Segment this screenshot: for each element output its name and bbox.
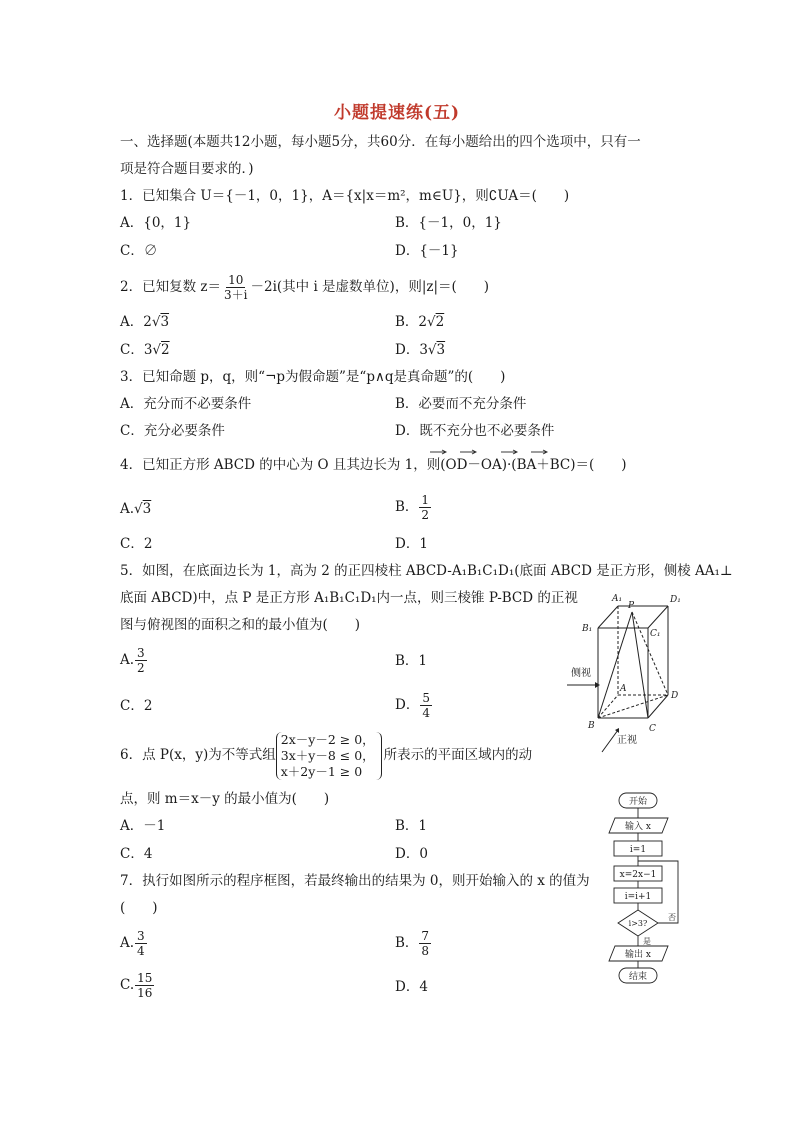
- label-b1: B₁: [582, 624, 593, 634]
- edge-cd: [648, 695, 668, 718]
- q4-option-d: D．1: [395, 536, 428, 552]
- q7-option-b: [395, 926, 432, 960]
- q1-option-c: C．∅: [120, 243, 158, 259]
- q6-stem-pre: 6．点 P(x，y)为不等式组: [120, 747, 276, 763]
- q1-option-a: A．{0，1}: [120, 215, 192, 231]
- flow-step1-label: x=2x−1: [619, 870, 657, 880]
- q7-b-num: 7: [421, 929, 430, 943]
- intro-line-1: 一、选择题(本题共12小题，每小题5分，共60分．在每小题给出的四个选项中，只有一: [120, 134, 641, 150]
- q6-option-d: D．0: [395, 846, 428, 862]
- q4-option-c: C．2: [120, 536, 153, 552]
- q6-inequality-2: 3x＋y－8 ≤ 0，: [280, 747, 375, 763]
- q4-b-fraction: [419, 493, 431, 522]
- q6-stem: [120, 729, 532, 781]
- label-d: D: [671, 691, 679, 701]
- edge-pd: [632, 612, 668, 695]
- flow-end-label: 结束: [628, 972, 648, 982]
- q3-option-b: B．必要而不充分条件: [395, 396, 527, 412]
- label-b: B: [588, 721, 595, 731]
- q2-denominator: 3＋i: [224, 288, 248, 302]
- q4-vector-arrows: [0, 0, 794, 470]
- q7-c-num: 15: [137, 971, 153, 985]
- q2-d-coef: D．3: [395, 342, 428, 358]
- q4-b-num: 1: [421, 493, 430, 507]
- label-a1: A₁: [612, 594, 623, 604]
- q7-line-1: 7．执行如图所示的程序框图，若最终输出的结果为 0，则开始输入的 x 的值为: [120, 873, 590, 889]
- q4-b-label: B．: [395, 499, 419, 515]
- q5-d-fraction: [420, 691, 432, 720]
- q7-a-den: 4: [137, 944, 145, 958]
- q4-b-den: 2: [421, 508, 430, 522]
- q2-c-radicand: 2: [161, 342, 170, 358]
- flow-no-label: 否: [668, 913, 676, 922]
- q7-b-fraction: [419, 929, 431, 958]
- q4-option-b: [395, 490, 432, 524]
- q2-option-a: A．2√3: [120, 314, 170, 330]
- q2-option-d: D．3√3: [395, 342, 446, 358]
- q6-option-c: C．4: [120, 846, 153, 862]
- side-view-label: 侧视: [571, 668, 591, 679]
- q3-option-a: A．充分而不必要条件: [120, 396, 252, 412]
- q5-option-a: [120, 643, 148, 677]
- q2-stem-post: －2i(其中 i 是虚数单位)，则|z|＝( ): [250, 279, 490, 295]
- q2-d-radicand: 3: [436, 342, 446, 358]
- q5-d-den: 4: [422, 706, 430, 720]
- q7-option-d: D．4: [395, 979, 428, 995]
- flow-start-label: 开始: [628, 797, 648, 807]
- q7-a-num: 3: [137, 929, 145, 943]
- q5-option-c: C．2: [120, 698, 153, 714]
- q7-c-label: C.: [120, 977, 135, 993]
- q5-line-1: 5．如图，在底面边长为 1，高为 2 的正四棱柱 ABCD-A₁B₁C₁D₁(底面 ABCD 是正方形，侧棱 AA₁⊥: [120, 563, 733, 579]
- q5-line-2: 底面 ABCD)中，点 P 是正方形 A₁B₁C₁D₁内一点，则三棱锥 P-BCD 的正视: [120, 590, 578, 606]
- flowchart: [598, 790, 688, 982]
- q5-a-fraction: [135, 646, 147, 675]
- q6-system-brace-right: [375, 732, 382, 780]
- q3-stem: 3．已知命题 p，q，则“¬p为假命题”是“p∧q是真命题”的( ): [120, 369, 506, 385]
- q2-stem-pre: 2．已知复数 z＝: [120, 279, 221, 295]
- front-view-arrow: [598, 722, 648, 758]
- q7-a-fraction: [135, 929, 147, 958]
- q2-b-coef: B．2: [395, 314, 428, 330]
- q5-line-3: 图与俯视图的面积之和的最小值为( ): [120, 617, 361, 633]
- q2-option-c: C．3√2: [120, 342, 170, 358]
- q6-inequality-3: x＋2y－1 ≥ 0: [280, 763, 363, 779]
- q2-option-b: B．2√2: [395, 314, 445, 330]
- q3-option-d: D．既不充分也不必要条件: [395, 423, 555, 439]
- intro-line-2: 项是符合题目要求的．): [120, 161, 254, 177]
- q2-numerator: 10: [228, 273, 244, 287]
- q6-inequality-system: [276, 732, 375, 780]
- q4-stem: 4．已知正方形 ABCD 的中心为 O 且其边长为 1，则(OD－OA)·(BA＋BC)＝( ): [120, 457, 627, 473]
- q4-option-a: A.√3: [120, 501, 152, 517]
- label-d1: D₁: [670, 595, 681, 605]
- q7-c-den: 16: [137, 986, 153, 1000]
- q7-option-a: [120, 926, 148, 960]
- q2-c-coef: C．3: [120, 342, 153, 358]
- flow-output-label: 输出 x: [625, 950, 651, 960]
- front-view-label: 正视: [617, 735, 637, 746]
- q5-a-label: A.: [120, 652, 135, 668]
- q5-a-den: 2: [137, 661, 145, 675]
- q6-option-a: A．－1: [120, 818, 166, 834]
- q1-option-d: D．{－1}: [395, 243, 459, 259]
- q1-stem: 1．已知集合 U＝{－1，0，1}，A＝{x|x＝m²，m∈U}，则∁UA＝( ): [120, 188, 570, 204]
- flow-yes-label: 是: [643, 937, 651, 946]
- q7-option-c: [120, 968, 155, 1002]
- q4-a-radicand: 3: [142, 501, 152, 517]
- q2-b-radicand: 2: [435, 314, 445, 330]
- q6-inequality-1: 2x－y－2 ≥ 0，: [280, 731, 375, 747]
- q5-a-num: 3: [137, 646, 145, 660]
- q1-option-b: B．{－1，0，1}: [395, 215, 502, 231]
- q6-option-b: B．1: [395, 818, 428, 834]
- flow-condition-label: i>3?: [628, 919, 648, 928]
- q7-line-2: ( ): [120, 900, 158, 916]
- page-title: 小题提速练(五): [333, 103, 461, 123]
- label-a: A: [620, 684, 627, 694]
- q5-option-b: B．1: [395, 653, 428, 669]
- q5-d-num: 5: [422, 691, 430, 705]
- flow-input-label: 输入 x: [625, 822, 651, 832]
- flow-step2-label: i=i+1: [624, 892, 652, 902]
- q4-a-label: A.: [120, 501, 135, 517]
- q6-line-2: 点，则 m＝x－y 的最小值为( ): [120, 791, 330, 807]
- edge-c1d1: [648, 606, 668, 628]
- q7-a-label: A.: [120, 935, 135, 951]
- q5-d-label: D．: [395, 697, 420, 713]
- flow-init-label: i=1: [629, 845, 647, 855]
- label-c: C: [649, 724, 656, 734]
- q7-b-den: 8: [421, 944, 430, 958]
- side-view-arrow: [565, 664, 605, 694]
- edge-b1a1: [598, 606, 618, 628]
- label-c1: C₁: [650, 629, 661, 639]
- q6-stem-post: 所表示的平面区域内的动: [383, 747, 533, 763]
- q3-option-c: C．充分必要条件: [120, 423, 225, 439]
- q7-b-label: B．: [395, 935, 419, 951]
- q7-c-fraction: [135, 971, 154, 1000]
- label-p: P: [628, 601, 635, 611]
- q2-a-coef: A．2: [120, 314, 152, 330]
- q5-option-d: [395, 688, 433, 722]
- q2-a-radicand: 3: [160, 314, 170, 330]
